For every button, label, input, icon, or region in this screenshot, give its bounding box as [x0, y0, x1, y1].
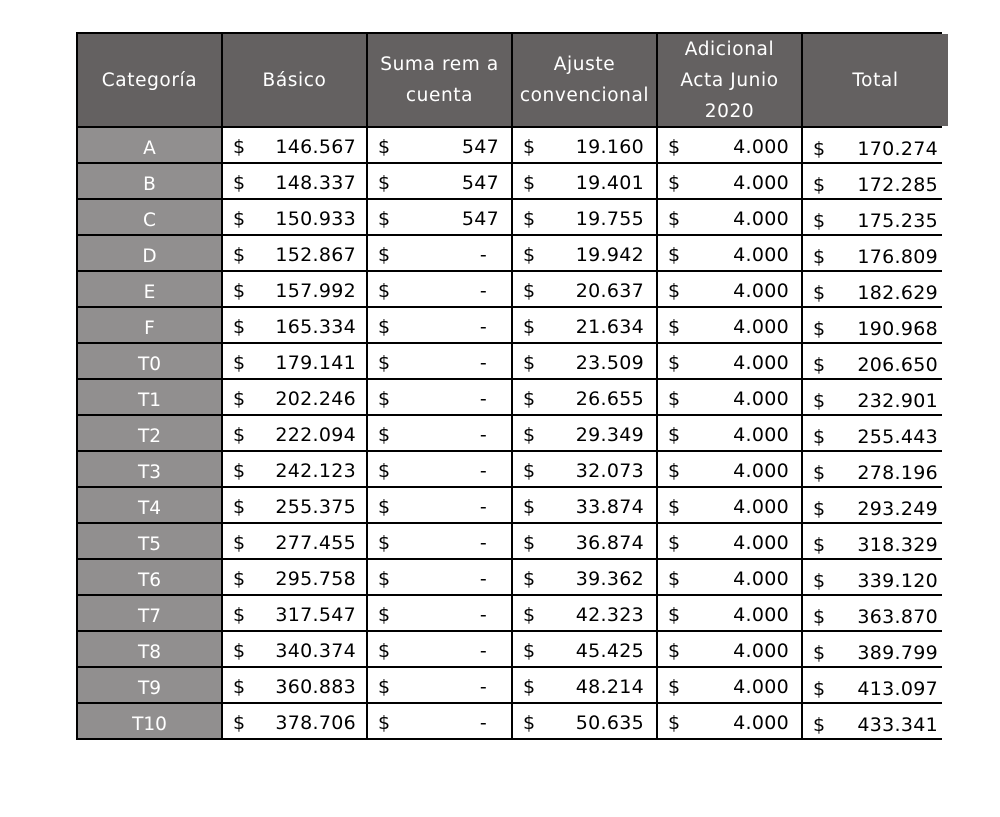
- currency-symbol: $: [378, 459, 391, 482]
- amount-value: 19.755: [575, 207, 644, 230]
- amount-value: 23.509: [575, 351, 644, 374]
- currency-symbol: $: [668, 243, 681, 266]
- suma-cell: [368, 596, 511, 630]
- basico-cell: [223, 272, 366, 306]
- total-cell: [803, 668, 948, 702]
- currency-symbol: $: [233, 567, 246, 590]
- currency-symbol: $: [813, 497, 826, 520]
- currency-symbol: $: [813, 173, 826, 196]
- total-cell: [803, 524, 948, 558]
- amount-value: 26.655: [575, 387, 644, 410]
- currency-symbol: $: [233, 423, 246, 446]
- suma-cell: [368, 416, 511, 450]
- ajuste-cell: [513, 272, 656, 306]
- category-cell: F: [78, 308, 221, 342]
- currency-symbol: $: [233, 351, 246, 374]
- header-ajuste-convencional: Ajuste convencional: [513, 34, 656, 126]
- amount-value: 182.629: [857, 281, 938, 304]
- amount-value: 4.000: [733, 459, 789, 482]
- amount-value: 378.706: [275, 711, 356, 734]
- total-cell: [803, 236, 948, 270]
- total-cell: [803, 704, 948, 738]
- ajuste-cell: [513, 200, 656, 234]
- adicional-cell: [658, 164, 801, 198]
- adicional-cell: [658, 380, 801, 414]
- total-cell: [803, 452, 948, 486]
- ajuste-cell: [513, 416, 656, 450]
- amount-value: 4.000: [733, 279, 789, 302]
- category-cell: T2: [78, 416, 221, 450]
- basico-cell: [223, 416, 366, 450]
- total-cell: [803, 164, 948, 198]
- amount-value: 146.567: [275, 135, 356, 158]
- total-cell: [803, 380, 948, 414]
- amount-value: 547: [461, 171, 499, 194]
- amount-value: 222.094: [275, 423, 356, 446]
- amount-value: 176.809: [857, 245, 938, 268]
- currency-symbol: $: [233, 495, 246, 518]
- amount-value: 165.334: [275, 315, 356, 338]
- amount-value: -: [479, 639, 487, 662]
- currency-symbol: $: [813, 641, 826, 664]
- ajuste-cell: [513, 380, 656, 414]
- amount-value: 433.341: [857, 713, 938, 736]
- header-basico: Básico: [223, 34, 366, 126]
- amount-value: 242.123: [275, 459, 356, 482]
- amount-value: 277.455: [275, 531, 356, 554]
- currency-symbol: $: [378, 603, 391, 626]
- amount-value: 293.249: [857, 497, 938, 520]
- amount-value: 42.323: [575, 603, 644, 626]
- currency-symbol: $: [668, 459, 681, 482]
- adicional-cell: [658, 704, 801, 738]
- category-cell: T4: [78, 488, 221, 522]
- basico-cell: [223, 164, 366, 198]
- amount-value: 206.650: [857, 353, 938, 376]
- amount-value: 29.349: [575, 423, 644, 446]
- amount-value: 39.362: [575, 567, 644, 590]
- currency-symbol: $: [233, 171, 246, 194]
- suma-cell: [368, 128, 511, 162]
- amount-value: 150.933: [275, 207, 356, 230]
- header-suma-rem-a-cuenta: Suma rem a cuenta: [368, 34, 511, 126]
- amount-value: 32.073: [575, 459, 644, 482]
- adicional-cell: [658, 560, 801, 594]
- currency-symbol: $: [523, 279, 536, 302]
- amount-value: -: [479, 675, 487, 698]
- adicional-cell: [658, 668, 801, 702]
- currency-symbol: $: [378, 207, 391, 230]
- currency-symbol: $: [378, 639, 391, 662]
- currency-symbol: $: [813, 533, 826, 556]
- currency-symbol: $: [378, 675, 391, 698]
- currency-symbol: $: [668, 711, 681, 734]
- suma-cell: [368, 272, 511, 306]
- total-cell: [803, 344, 948, 378]
- amount-value: -: [479, 603, 487, 626]
- currency-symbol: $: [378, 243, 391, 266]
- amount-value: -: [479, 315, 487, 338]
- amount-value: -: [479, 423, 487, 446]
- header-total: Total: [803, 34, 948, 126]
- ajuste-cell: [513, 668, 656, 702]
- amount-value: 175.235: [857, 209, 938, 232]
- amount-value: -: [479, 351, 487, 374]
- ajuste-cell: [513, 164, 656, 198]
- amount-value: 157.992: [275, 279, 356, 302]
- currency-symbol: $: [813, 425, 826, 448]
- total-cell: [803, 632, 948, 666]
- header-adicional-acta-junio: Adicional Acta Junio 2020: [658, 34, 801, 126]
- suma-cell: [368, 704, 511, 738]
- ajuste-cell: [513, 596, 656, 630]
- amount-value: 19.401: [575, 171, 644, 194]
- category-cell: B: [78, 164, 221, 198]
- currency-symbol: $: [523, 423, 536, 446]
- amount-value: -: [479, 459, 487, 482]
- total-cell: [803, 272, 948, 306]
- basico-cell: [223, 596, 366, 630]
- total-cell: [803, 596, 948, 630]
- ajuste-cell: [513, 560, 656, 594]
- amount-value: 45.425: [575, 639, 644, 662]
- amount-value: 255.443: [857, 425, 938, 448]
- currency-symbol: $: [233, 639, 246, 662]
- currency-symbol: $: [523, 711, 536, 734]
- basico-cell: [223, 308, 366, 342]
- amount-value: 4.000: [733, 639, 789, 662]
- basico-cell: [223, 236, 366, 270]
- amount-value: 179.141: [275, 351, 356, 374]
- currency-symbol: $: [523, 351, 536, 374]
- amount-value: 360.883: [275, 675, 356, 698]
- adicional-cell: [658, 200, 801, 234]
- currency-symbol: $: [523, 495, 536, 518]
- basico-cell: [223, 380, 366, 414]
- amount-value: 4.000: [733, 675, 789, 698]
- amount-value: 389.799: [857, 641, 938, 664]
- basico-cell: [223, 488, 366, 522]
- currency-symbol: $: [523, 243, 536, 266]
- total-cell: [803, 308, 948, 342]
- suma-cell: [368, 308, 511, 342]
- currency-symbol: $: [668, 315, 681, 338]
- currency-symbol: $: [523, 171, 536, 194]
- amount-value: 413.097: [857, 677, 938, 700]
- category-cell: A: [78, 128, 221, 162]
- currency-symbol: $: [233, 531, 246, 554]
- category-cell: T5: [78, 524, 221, 558]
- amount-value: 19.942: [575, 243, 644, 266]
- amount-value: 148.337: [275, 171, 356, 194]
- currency-symbol: $: [378, 279, 391, 302]
- total-cell: [803, 128, 948, 162]
- basico-cell: [223, 668, 366, 702]
- ajuste-cell: [513, 704, 656, 738]
- amount-value: 232.901: [857, 389, 938, 412]
- amount-value: 4.000: [733, 423, 789, 446]
- adicional-cell: [658, 488, 801, 522]
- currency-symbol: $: [668, 387, 681, 410]
- currency-symbol: $: [668, 351, 681, 374]
- amount-value: 4.000: [733, 603, 789, 626]
- amount-value: -: [479, 279, 487, 302]
- category-cell: T0: [78, 344, 221, 378]
- currency-symbol: $: [813, 389, 826, 412]
- amount-value: 278.196: [857, 461, 938, 484]
- amount-value: 4.000: [733, 387, 789, 410]
- suma-cell: [368, 452, 511, 486]
- amount-value: 4.000: [733, 135, 789, 158]
- adicional-cell: [658, 272, 801, 306]
- suma-cell: [368, 632, 511, 666]
- amount-value: 4.000: [733, 711, 789, 734]
- amount-value: 340.374: [275, 639, 356, 662]
- currency-symbol: $: [668, 135, 681, 158]
- currency-symbol: $: [378, 135, 391, 158]
- category-cell: T6: [78, 560, 221, 594]
- amount-value: -: [479, 243, 487, 266]
- amount-value: 48.214: [575, 675, 644, 698]
- currency-symbol: $: [233, 387, 246, 410]
- amount-value: 20.637: [575, 279, 644, 302]
- currency-symbol: $: [378, 171, 391, 194]
- currency-symbol: $: [378, 495, 391, 518]
- currency-symbol: $: [813, 317, 826, 340]
- category-cell: E: [78, 272, 221, 306]
- amount-value: 547: [461, 207, 499, 230]
- amount-value: 4.000: [733, 171, 789, 194]
- amount-value: 50.635: [575, 711, 644, 734]
- currency-symbol: $: [233, 315, 246, 338]
- salary-table: [76, 32, 942, 740]
- adicional-cell: [658, 344, 801, 378]
- currency-symbol: $: [378, 711, 391, 734]
- currency-symbol: $: [813, 209, 826, 232]
- category-cell: T10: [78, 704, 221, 738]
- amount-value: 170.274: [857, 137, 938, 160]
- adicional-cell: [658, 632, 801, 666]
- amount-value: 4.000: [733, 567, 789, 590]
- ajuste-cell: [513, 524, 656, 558]
- category-cell: T3: [78, 452, 221, 486]
- amount-value: -: [479, 567, 487, 590]
- suma-cell: [368, 200, 511, 234]
- currency-symbol: $: [668, 423, 681, 446]
- adicional-cell: [658, 308, 801, 342]
- basico-cell: [223, 200, 366, 234]
- amount-value: -: [479, 531, 487, 554]
- ajuste-cell: [513, 236, 656, 270]
- currency-symbol: $: [523, 603, 536, 626]
- adicional-cell: [658, 416, 801, 450]
- currency-symbol: $: [668, 603, 681, 626]
- adicional-cell: [658, 128, 801, 162]
- adicional-cell: [658, 452, 801, 486]
- amount-value: 339.120: [857, 569, 938, 592]
- category-cell: T7: [78, 596, 221, 630]
- category-cell: C: [78, 200, 221, 234]
- currency-symbol: $: [523, 531, 536, 554]
- amount-value: 190.968: [857, 317, 938, 340]
- currency-symbol: $: [668, 495, 681, 518]
- currency-symbol: $: [233, 675, 246, 698]
- currency-symbol: $: [523, 639, 536, 662]
- currency-symbol: $: [668, 279, 681, 302]
- ajuste-cell: [513, 488, 656, 522]
- ajuste-cell: [513, 308, 656, 342]
- header-categoria: Categoría: [78, 34, 221, 126]
- adicional-cell: [658, 596, 801, 630]
- amount-value: 255.375: [275, 495, 356, 518]
- currency-symbol: $: [378, 315, 391, 338]
- total-cell: [803, 560, 948, 594]
- currency-symbol: $: [813, 569, 826, 592]
- basico-cell: [223, 344, 366, 378]
- basico-cell: [223, 128, 366, 162]
- ajuste-cell: [513, 128, 656, 162]
- currency-symbol: $: [668, 171, 681, 194]
- currency-symbol: $: [523, 675, 536, 698]
- ajuste-cell: [513, 632, 656, 666]
- amount-value: 36.874: [575, 531, 644, 554]
- currency-symbol: $: [813, 605, 826, 628]
- amount-value: -: [479, 711, 487, 734]
- suma-cell: [368, 524, 511, 558]
- basico-cell: [223, 560, 366, 594]
- total-cell: [803, 488, 948, 522]
- amount-value: 21.634: [575, 315, 644, 338]
- amount-value: 4.000: [733, 207, 789, 230]
- amount-value: 172.285: [857, 173, 938, 196]
- currency-symbol: $: [813, 713, 826, 736]
- currency-symbol: $: [378, 351, 391, 374]
- currency-symbol: $: [378, 567, 391, 590]
- currency-symbol: $: [668, 531, 681, 554]
- amount-value: 547: [461, 135, 499, 158]
- currency-symbol: $: [813, 353, 826, 376]
- currency-symbol: $: [378, 423, 391, 446]
- total-cell: [803, 416, 948, 450]
- basico-cell: [223, 524, 366, 558]
- basico-cell: [223, 452, 366, 486]
- suma-cell: [368, 488, 511, 522]
- amount-value: -: [479, 387, 487, 410]
- amount-value: 202.246: [275, 387, 356, 410]
- suma-cell: [368, 380, 511, 414]
- amount-value: 295.758: [275, 567, 356, 590]
- currency-symbol: $: [813, 677, 826, 700]
- currency-symbol: $: [523, 567, 536, 590]
- amount-value: -: [479, 495, 487, 518]
- currency-symbol: $: [813, 245, 826, 268]
- amount-value: 33.874: [575, 495, 644, 518]
- category-cell: T9: [78, 668, 221, 702]
- currency-symbol: $: [813, 137, 826, 160]
- amount-value: 152.867: [275, 243, 356, 266]
- currency-symbol: $: [378, 531, 391, 554]
- basico-cell: [223, 704, 366, 738]
- currency-symbol: $: [233, 243, 246, 266]
- currency-symbol: $: [233, 711, 246, 734]
- amount-value: 317.547: [275, 603, 356, 626]
- currency-symbol: $: [523, 315, 536, 338]
- category-cell: D: [78, 236, 221, 270]
- amount-value: 318.329: [857, 533, 938, 556]
- amount-value: 4.000: [733, 243, 789, 266]
- suma-cell: [368, 236, 511, 270]
- ajuste-cell: [513, 344, 656, 378]
- suma-cell: [368, 560, 511, 594]
- suma-cell: [368, 344, 511, 378]
- currency-symbol: $: [668, 639, 681, 662]
- currency-symbol: $: [668, 675, 681, 698]
- currency-symbol: $: [378, 387, 391, 410]
- basico-cell: [223, 632, 366, 666]
- currency-symbol: $: [233, 603, 246, 626]
- suma-cell: [368, 164, 511, 198]
- amount-value: 4.000: [733, 531, 789, 554]
- currency-symbol: $: [233, 207, 246, 230]
- currency-symbol: $: [233, 459, 246, 482]
- currency-symbol: $: [523, 207, 536, 230]
- currency-symbol: $: [233, 279, 246, 302]
- adicional-cell: [658, 236, 801, 270]
- currency-symbol: $: [668, 207, 681, 230]
- ajuste-cell: [513, 452, 656, 486]
- currency-symbol: $: [813, 281, 826, 304]
- suma-cell: [368, 668, 511, 702]
- amount-value: 4.000: [733, 315, 789, 338]
- currency-symbol: $: [523, 459, 536, 482]
- amount-value: 363.870: [857, 605, 938, 628]
- total-cell: [803, 200, 948, 234]
- currency-symbol: $: [523, 135, 536, 158]
- currency-symbol: $: [523, 387, 536, 410]
- category-cell: T1: [78, 380, 221, 414]
- category-cell: T8: [78, 632, 221, 666]
- currency-symbol: $: [813, 461, 826, 484]
- adicional-cell: [658, 524, 801, 558]
- amount-value: 4.000: [733, 495, 789, 518]
- currency-symbol: $: [233, 135, 246, 158]
- amount-value: 4.000: [733, 351, 789, 374]
- currency-symbol: $: [668, 567, 681, 590]
- amount-value: 19.160: [575, 135, 644, 158]
